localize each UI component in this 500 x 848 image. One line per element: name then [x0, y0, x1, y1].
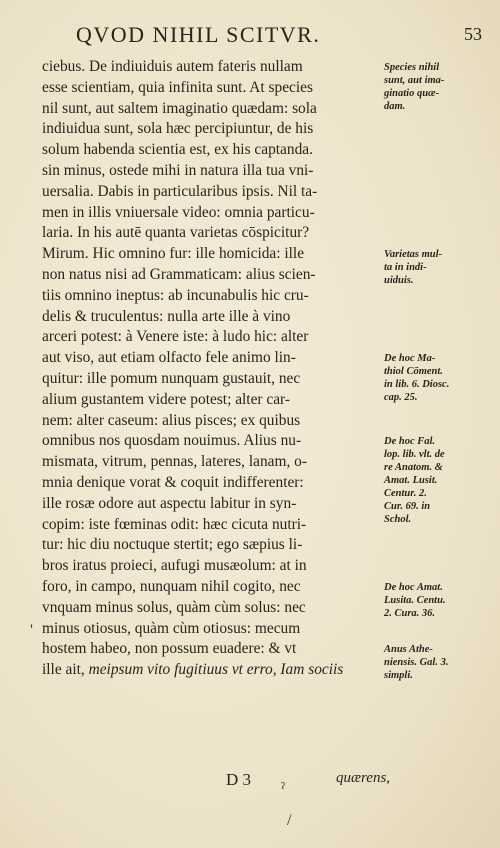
text-line: bros iratus proieci, aufugi musæolum: at in: [42, 557, 307, 575]
text-line: solum habenda scientia est, ex his captanda.: [42, 141, 313, 159]
text-line: mismata, vitrum, pennas, lateres, lanam, o-: [42, 453, 307, 471]
margin-note-line: Species nihil: [384, 62, 440, 73]
text-line: non natus nisi ad Grammaticam: alius scien-: [42, 265, 316, 283]
text-line: omnibus nos quosdam nouimus. Alius nu-: [42, 432, 302, 450]
margin-note-line: Anus Athe-: [384, 644, 433, 656]
margin-note-line: De hoc Ma-: [384, 353, 436, 365]
margin-note-line: re Anatom. &: [384, 462, 443, 474]
margin-note-line: lop. lib. vlt. de: [384, 449, 445, 461]
text-line: [42, 660, 392, 681]
margin-note: [384, 61, 444, 113]
text-line: vnquam minus solus, quàm cùm solus: nec: [42, 598, 306, 616]
margin-note-line: Amat. Lusit.: [384, 475, 438, 487]
margin-note-line: Schol.: [384, 514, 412, 526]
text-line: mnia denique vorat & coquit indifferenter:: [42, 473, 304, 491]
text-line: minus otiosus, quàm cùm otiosus: mecum: [42, 619, 301, 637]
text-line: esse scientiam, quia infinita sunt. At species: [42, 78, 313, 96]
margin-note-line: De hoc Amat.: [384, 582, 443, 593]
text-line: sin minus, ostede mihi in natura illa tua vni-: [42, 161, 314, 179]
text-line: uersalia. Dabis in particularibus ipsis. Nil ta-: [42, 182, 318, 200]
text-line: tur: hic diu noctuque stertit; ego sæpius li-: [42, 536, 303, 554]
ink-mark: /: [287, 812, 292, 829]
text-line: ille rosæ odore aut aspectu labitur in syn-: [42, 494, 297, 512]
margin-note-line: uiduis.: [384, 275, 414, 287]
text-line: laria. In his autē quanta varietas cōspicitur?: [42, 224, 310, 242]
margin-note: [384, 352, 449, 404]
text-roman: ille ait,: [42, 661, 85, 679]
running-title: QVOD NIHIL SCITVR.: [76, 22, 321, 47]
margin-note-line: 2. Cura. 36.: [384, 608, 436, 619]
margin-note-line: niensis. Gal. 3.: [384, 657, 449, 669]
text-line: nil sunt, aut saltem imaginatio quædam: sola: [42, 99, 317, 117]
text-line: nem: alter caseum: alius pisces; ex quibus: [42, 411, 301, 429]
margin-note-line: De hoc Fal.: [384, 436, 436, 448]
ink-mark: ': [30, 622, 33, 639]
margin-note-line: Centur. 2.: [384, 488, 427, 500]
ink-mark: ˀ: [281, 780, 285, 797]
body-text: [42, 57, 392, 681]
margin-note-line: simpli.: [384, 670, 413, 682]
text-line: men in illis vniuersale video: omnia particu-: [42, 203, 315, 221]
margin-note: [384, 581, 446, 620]
margin-note: [384, 435, 445, 526]
margin-note-line: ta in indi-: [384, 262, 427, 274]
text-italic: meipsum vito fugitiuus vt erro,: [88, 661, 277, 679]
margin-note-line: in lib. 6. Diosc.: [384, 379, 450, 391]
text-line: copim: iste fœminas odit: hæc cicuta nutri-: [42, 515, 307, 533]
margin-note-line: sunt, aut ima-: [384, 75, 445, 86]
text-italic: Iam sociis: [280, 661, 344, 679]
text-line: foro, in campo, nunquam nihil cogito, nec: [42, 577, 301, 595]
margin-note: [384, 643, 448, 682]
signature-mark: D 3: [226, 770, 252, 789]
text-line: Mirum. Hic omnino fur: ille homicida: ille: [42, 245, 305, 263]
margin-note-line: Cur. 69. in: [384, 501, 431, 513]
margin-note-line: cap. 25.: [384, 392, 418, 404]
text-line: ciebus. De indiuiduis autem fateris nullam: [42, 58, 303, 75]
text-line: alium gustantem videre potest; alter car-: [42, 390, 290, 408]
margin-note: [384, 248, 442, 287]
margin-note-line: thiol Cōment.: [384, 366, 443, 378]
text-line: tiis omnino ineptus: ab incunabulis hic cru-: [42, 286, 309, 304]
margin-note-line: dam.: [384, 101, 406, 112]
catchword: quærens,: [336, 770, 391, 786]
text-line: quitur: ille pomum nunquam gustauit, nec: [42, 369, 301, 387]
page-number: 53: [464, 24, 482, 44]
text-line: delis & truculentus: nulla arte ille à vino: [42, 307, 291, 325]
text-line: hostem habeo, non possum euadere: & vt: [42, 640, 297, 658]
margin-note-line: Lusita. Centu.: [384, 595, 446, 606]
margin-note-line: ginatio quæ-: [384, 88, 440, 99]
text-line: arceri potest: à Venere iste: à ludo hic: alter: [42, 328, 309, 346]
text-line: aut viso, aut etiam olfacto fele animo lin-: [42, 349, 296, 367]
text-line: indiuidua sunt, sola hæc percipiuntur, de his: [42, 120, 314, 138]
margin-note-line: Varietas mul-: [384, 249, 443, 261]
running-head: [76, 22, 486, 52]
